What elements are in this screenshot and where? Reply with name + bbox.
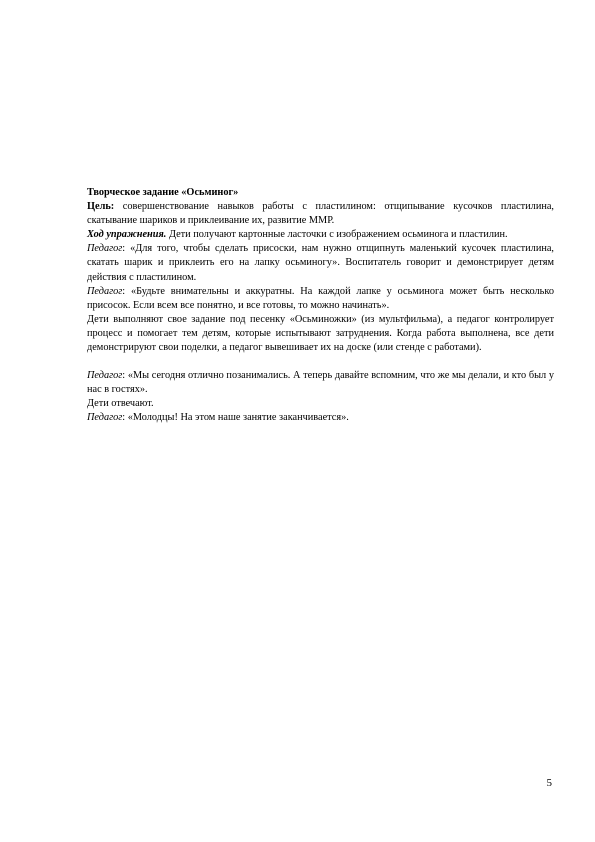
teacher-paragraph-3 bbox=[87, 369, 554, 397]
goal-label: Цель: bbox=[87, 201, 115, 213]
exercise-text: Дети получают картонные ласточки с изображением осьминога и пластилин. bbox=[166, 229, 508, 241]
children-answer-paragraph: Дети отвечают. bbox=[87, 398, 154, 410]
teacher-text: : «Будьте внимательны и аккуратны. На каждой лапке у осьминога может быть несколько присосок. Если всем все понятно, и все готовы, то можно начинать». bbox=[87, 285, 554, 311]
teacher-paragraph-1 bbox=[87, 242, 554, 284]
teacher-label: Педагог bbox=[87, 285, 123, 297]
goal-text: совершенствование навыков работы с пластилином: отщипывание кусочков пластилина, скатывание шариков и приклеивание их, развитие ММР. bbox=[87, 201, 554, 227]
page-number: 5 bbox=[546, 777, 552, 789]
children-work-paragraph: Дети выполняют свое задание под песенку «Осьминожки» (из мультфильма), а педагог контролирует процесс и помогает тем детям, которые испытывают затруднения. Когда работа выполнена, все дети демонстрируют свои поделки, а педагог вывешивает их на доске (или стенде с работами). bbox=[87, 313, 554, 354]
teacher-label: Педагог bbox=[87, 412, 123, 424]
teacher-text: : «Мы сегодня отлично позанимались. А теперь давайте вспомним, что же мы делали, и кто был у нас в гостях». bbox=[87, 370, 554, 396]
document-body bbox=[87, 186, 554, 426]
exercise-paragraph bbox=[87, 228, 554, 242]
task-title: Творческое задание «Осьминог» bbox=[87, 187, 239, 198]
teacher-text: : «Для того, чтобы сделать присоски, нам нужно отщипнуть маленький кусочек пластилина, скатать шарик и приклеить его на лапку осьминогу». Воспитатель говорит и демонстрирует детям действия с пластилином. bbox=[87, 243, 554, 283]
teacher-label: Педагог bbox=[87, 370, 123, 382]
teacher-label: Педагог bbox=[87, 243, 123, 255]
teacher-paragraph-4 bbox=[87, 411, 554, 425]
goal-paragraph bbox=[87, 200, 554, 228]
teacher-text: : «Молодцы! На этом наше занятие заканчивается». bbox=[122, 412, 349, 424]
teacher-paragraph-2 bbox=[87, 285, 554, 313]
paragraph-gap bbox=[87, 355, 554, 369]
exercise-label: Ход упражнения. bbox=[87, 229, 167, 241]
